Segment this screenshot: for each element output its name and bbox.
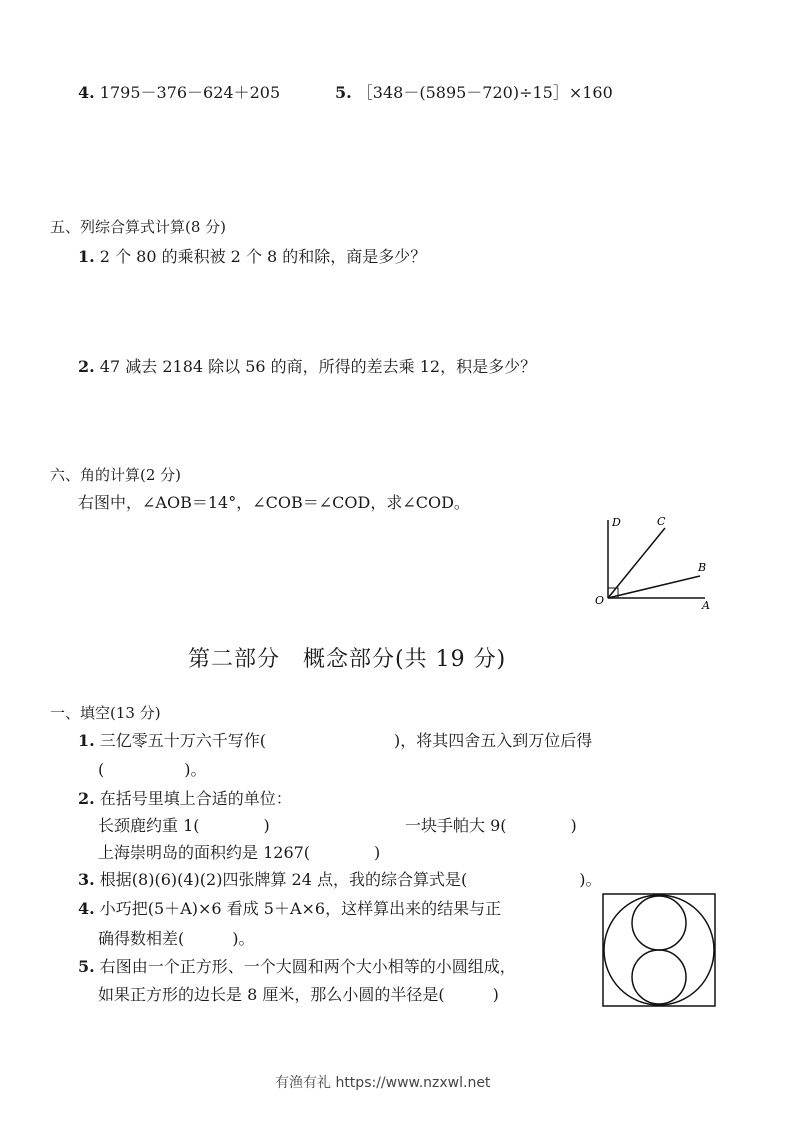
section-6-question: 右图中，∠AOB＝14°，∠COB＝∠COD，求∠COD。 <box>78 493 470 512</box>
fill-question-2-item-b: 一块手帕大 9( ) <box>405 816 577 835</box>
label-b: B <box>698 561 707 574</box>
question-number: 1. <box>78 731 95 750</box>
question-text: 根据(8)(6)(4)(2)四张牌算 24 点，我的综合算式是( )。 <box>99 870 602 889</box>
question-text: 三亿零五十万六千写作( )，将其四舍五入到万位后得 <box>99 731 593 750</box>
fill-question-2-line-1 <box>78 786 292 809</box>
fill-question-4-line-1 <box>78 896 501 919</box>
angle-diagram <box>590 510 720 615</box>
fill-question-3 <box>78 867 601 890</box>
question-number: 5. <box>78 957 95 976</box>
section-5-question-1 <box>78 244 426 267</box>
question-text: 右图由一个正方形、一个大圆和两个大小相等的小圆组成， <box>99 957 516 976</box>
fill-question-5-line-1 <box>78 954 516 977</box>
label-d: D <box>612 516 621 529</box>
label-c: C <box>657 515 666 528</box>
problem-4-number: 4. <box>78 83 95 102</box>
footer-watermark: 有渔有礼 https://www.nzxwl.net <box>275 1075 491 1091</box>
fill-question-2-item-a: 长颈鹿约重 1( ) <box>98 816 270 835</box>
problem-5-expression: ［348－(5895－720)÷15］×160 <box>356 83 613 102</box>
question-text: 47 减去 2184 除以 56 的商，所得的差去乘 12，积是多少？ <box>99 357 537 376</box>
square-circles-diagram <box>602 893 716 1007</box>
part-2-title: 第二部分 概念部分(共 19 分) <box>188 647 507 672</box>
fill-question-4-line-2: 确得数相差( )。 <box>98 929 255 948</box>
label-o: O <box>595 594 605 607</box>
question-number: 3. <box>78 870 95 889</box>
problem-4-expression: 1795－376－624＋205 <box>99 83 281 102</box>
small-circle-top <box>632 896 686 950</box>
fill-question-1-line-2: ( )。 <box>98 760 207 779</box>
question-number: 2. <box>78 789 95 808</box>
label-a: A <box>702 599 710 612</box>
question-text: 2 个 80 的乘积被 2 个 8 的和除，商是多少？ <box>99 247 427 266</box>
section-6-heading: 六、角的计算(2 分) <box>50 466 182 484</box>
fill-in-heading: 一、填空(13 分) <box>50 704 161 722</box>
section-5-question-2 <box>78 354 536 377</box>
question-text: 在括号里填上合适的单位： <box>99 789 292 808</box>
problem-4 <box>78 80 280 103</box>
small-circle-bottom <box>632 950 686 1004</box>
problem-5-number: 5. <box>335 83 352 102</box>
section-5-heading: 五、列综合算式计算(8 分) <box>50 218 227 236</box>
ray-ob <box>608 576 700 598</box>
question-number: 2. <box>78 357 95 376</box>
fill-question-2-item-c: 上海崇明岛的面积约是 1267( ) <box>98 843 381 862</box>
fill-question-5-line-2: 如果正方形的边长是 8 厘米，那么小圆的半径是( ) <box>98 985 499 1004</box>
question-text: 小巧把(5＋A)×6 看成 5＋A×6，这样算出来的结果与正 <box>99 899 502 918</box>
question-number: 1. <box>78 247 95 266</box>
fill-question-1-line-1 <box>78 728 592 751</box>
problem-5 <box>335 80 613 103</box>
question-number: 4. <box>78 899 95 918</box>
